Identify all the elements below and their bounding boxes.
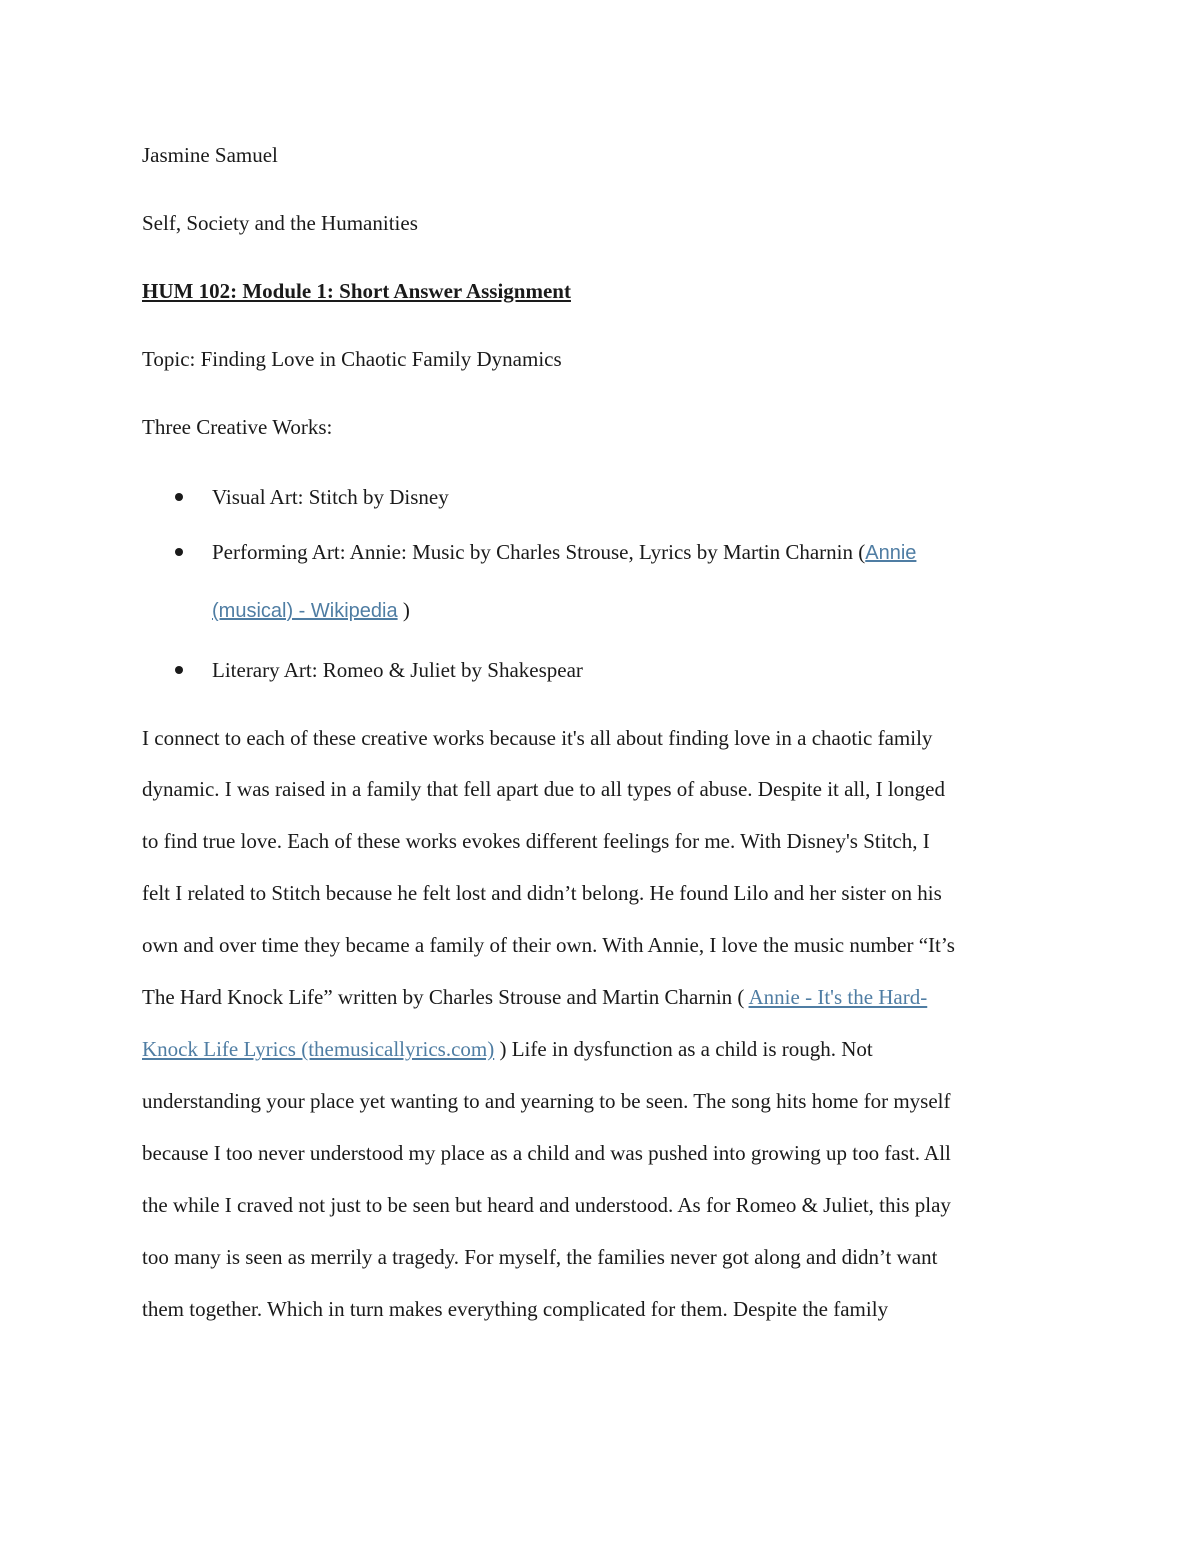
body-line: understanding your place yet wanting to and yearning to be seen. The song hits home for myself xyxy=(142,1089,951,1113)
performing-art-item xyxy=(212,539,916,566)
body-text: The Hard Knock Life” written by Charles Strouse and Martin Charnin ( xyxy=(142,985,749,1009)
visual-art-item: Visual Art: Stitch by Disney xyxy=(212,485,449,509)
annie-wikipedia-link-cont[interactable]: (musical) - Wikipedia xyxy=(212,600,398,622)
body-line xyxy=(142,1036,873,1062)
body-line: the while I craved not just to be seen but heard and understood. As for Romeo & Juliet, this play xyxy=(142,1193,951,1217)
performing-art-suffix: ) xyxy=(397,598,410,622)
body-line: because I too never understood my place as a child and was pushed into growing up too fast. All xyxy=(142,1141,951,1165)
performing-art-text: Performing Art: Annie: Music by Charles Strouse, Lyrics by Martin Charnin ( xyxy=(212,540,866,564)
course-title: Self, Society and the Humanities xyxy=(142,211,418,235)
body-line: them together. Which in turn makes everything complicated for them. Despite the family xyxy=(142,1297,889,1321)
author-name: Jasmine Samuel xyxy=(142,143,278,167)
body-line: felt I related to Stitch because he felt lost and didn’t belong. He found Lilo and her sister on his xyxy=(142,881,942,905)
works-heading: Three Creative Works: xyxy=(142,415,333,439)
lyrics-link[interactable]: Annie - It's the Hard- xyxy=(748,985,928,1009)
body-line: own and over time they became a family of their own. With Annie, I love the music number “It’s xyxy=(142,933,955,957)
bullet-icon xyxy=(175,666,183,674)
body-text: ) Life in dysfunction as a child is rough. Not xyxy=(494,1037,873,1061)
body-line: too many is seen as merrily a tragedy. For myself, the families never got along and didn’t want xyxy=(142,1245,938,1269)
lyrics-link-cont[interactable]: Knock Life Lyrics (themusicallyrics.com) xyxy=(142,1037,495,1061)
bullet-icon xyxy=(175,493,183,501)
assignment-title: HUM 102: Module 1: Short Answer Assignment xyxy=(142,279,571,303)
annie-wikipedia-link[interactable]: Annie xyxy=(865,542,917,564)
performing-art-item-cont xyxy=(212,597,410,624)
topic-line: Topic: Finding Love in Chaotic Family Dynamics xyxy=(142,347,562,371)
body-line xyxy=(142,984,927,1010)
body-line: to find true love. Each of these works evokes different feelings for me. With Disney's Stitch, I xyxy=(142,829,930,853)
bullet-icon xyxy=(175,548,183,556)
body-line: dynamic. I was raised in a family that fell apart due to all types of abuse. Despite it all, I longed xyxy=(142,777,946,801)
body-line: I connect to each of these creative works because it's all about finding love in a chaotic family xyxy=(142,726,933,750)
literary-art-item: Literary Art: Romeo & Juliet by Shakespear xyxy=(212,658,583,682)
